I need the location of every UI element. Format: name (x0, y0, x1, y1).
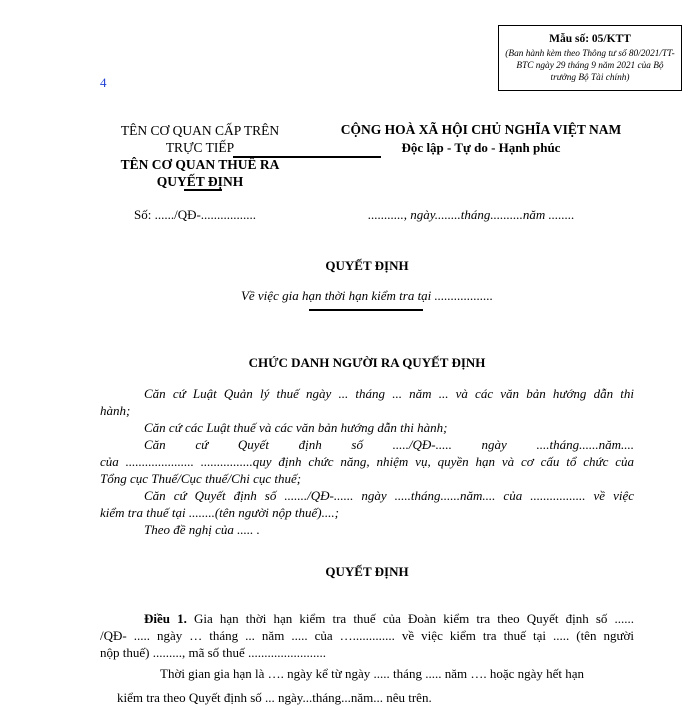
article-1-extension: Thời gian gia hạn là …. ngày kể từ ngày ..... tháng ..... năm …. hoặc ngày hết hạn (160, 666, 585, 681)
ground-3-line1: Căn cứ Quyết định số ...../QĐ-..... ngày ....tháng......năm.... (144, 437, 634, 452)
motto-underline (233, 156, 381, 158)
document-title: QUYẾT ĐỊNH (325, 258, 409, 273)
tax-agency-line2: QUYẾT ĐỊNH (156, 174, 244, 189)
ground-3-line3: Tổng cục Thuế/Cục thuế/Chi cục thuế; (100, 471, 302, 486)
decision-number: Số: ....../QĐ-................. (134, 207, 257, 222)
decision-title: QUYẾT ĐỊNH (325, 564, 409, 579)
article-1 (100, 610, 634, 661)
parent-agency-line2: TRỰC TIẾP (165, 140, 235, 155)
ground-1 (100, 385, 634, 419)
tax-agency-line1: TÊN CƠ QUAN THUẾ RA (120, 157, 280, 172)
article-1-text: Gia hạn thời hạn kiểm tra thuế của Đoàn kiểm tra theo Quyết định số ...... (194, 611, 634, 626)
subject-underline (309, 309, 423, 311)
article-1-last-line: kiểm tra theo Quyết định số ... ngày...tháng...năm... nêu trên. (117, 690, 432, 705)
article-1-line3: nộp thuế) ........., mã số thuế ........................ (100, 645, 327, 660)
article-1-line2: /QĐ- ..... ngày … tháng ... năm ..... của …............. về việc kiểm tra thuế tại ..... (tên người (100, 628, 634, 643)
form-issued-note: (Ban hành kèm theo Thông tư số 80/2021/TT-BTC ngày 29 tháng 9 năm 2021 của Bộ trưởng Bộ Tài chính) (505, 49, 675, 83)
page-number: 4 (100, 75, 107, 90)
ground-4 (100, 487, 634, 521)
tax-agency (108, 156, 292, 190)
ground-4-line2: kiểm tra thuế tại ........(tên người nộp thuế)....; (100, 505, 339, 520)
document-subject: Về việc gia hạn thời hạn kiểm tra tại .................. (240, 288, 494, 303)
agency-underline (184, 189, 222, 191)
authority-title: CHỨC DANH NGƯỜI RA QUYẾT ĐỊNH (248, 355, 486, 370)
ground-3 (100, 436, 634, 487)
ground-2: Căn cứ các Luật thuế và các văn bản hướng dẫn thi hành; (144, 420, 448, 435)
parent-agency-line1: TÊN CƠ QUAN CẤP TRÊN (120, 123, 280, 138)
nation-motto: Độc lập - Tự do - Hạnh phúc (401, 140, 561, 155)
article-1-label: Điều 1. (144, 611, 187, 626)
ground-3-line2: của ..................... ................quy định chức năng, nhiệm vụ, quyền hạn và cơ cấu tổ chức của (100, 454, 634, 469)
ground-4-line1: Căn cứ Quyết định số ......./QĐ-...... ngày .....tháng......năm.... của ................. về việc (144, 488, 634, 503)
form-code-box (498, 25, 682, 91)
ground-1-line2: hành; (100, 403, 131, 418)
decision-date: ..........., ngày........tháng..........năm ........ (368, 207, 575, 222)
nation-title: CỘNG HOÀ XÃ HỘI CHỦ NGHĨA VIỆT NAM (340, 122, 622, 137)
parent-agency (108, 122, 292, 156)
form-code: Mẫu số: 05/KTT (549, 33, 631, 45)
article-1-line1 (100, 610, 634, 627)
ground-5: Theo đề nghị của ..... . (144, 522, 260, 537)
ground-1-line1: Căn cứ Luật Quản lý thuế ngày ... tháng ... năm ... và các văn bản hướng dẫn thi (144, 386, 634, 401)
